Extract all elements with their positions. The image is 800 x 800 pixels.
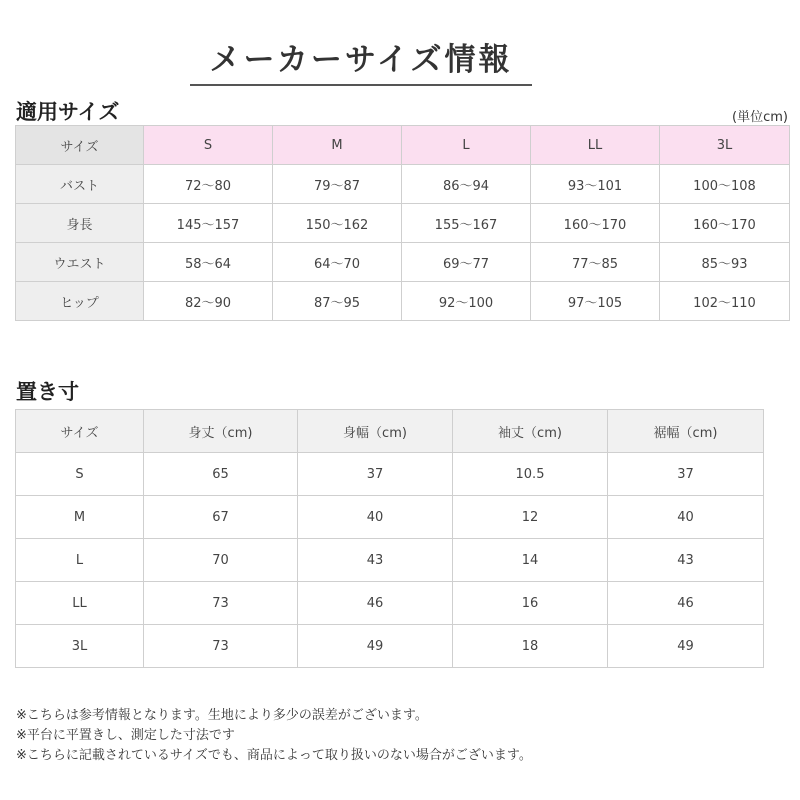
header-cell: 身丈（cm): [144, 410, 298, 453]
table-row: [16, 282, 790, 321]
table-header-row: [16, 410, 764, 453]
row-label: LL: [16, 582, 144, 625]
table-cell: 69〜77: [402, 243, 531, 282]
table-cell: 40: [608, 496, 764, 539]
table-cell: 10.5: [453, 453, 608, 496]
table-cell: 86〜94: [402, 165, 531, 204]
table-cell: 46: [608, 582, 764, 625]
table-cell: 12: [453, 496, 608, 539]
table-cell: 77〜85: [531, 243, 660, 282]
row-label: ウエスト: [16, 243, 144, 282]
table-cell: 16: [453, 582, 608, 625]
table-cell: 40: [298, 496, 453, 539]
table-cell: 160〜170: [660, 204, 790, 243]
table-row: [16, 496, 764, 539]
table-row: [16, 453, 764, 496]
table-cell: 87〜95: [273, 282, 402, 321]
flat-measure-table: [15, 409, 764, 668]
table-cell: 93〜101: [531, 165, 660, 204]
header-cell: 袖丈（cm): [453, 410, 608, 453]
row-label: L: [16, 539, 144, 582]
table-cell: 85〜93: [660, 243, 790, 282]
table-cell: 18: [453, 625, 608, 668]
size-table: [15, 125, 790, 321]
row-label: S: [16, 453, 144, 496]
table-cell: 37: [608, 453, 764, 496]
table-cell: 43: [608, 539, 764, 582]
table-cell: 14: [453, 539, 608, 582]
table-cell: 43: [298, 539, 453, 582]
table-row: [16, 204, 790, 243]
table-cell: 73: [144, 582, 298, 625]
table-cell: 46: [298, 582, 453, 625]
header-cell: 身幅（cm): [298, 410, 453, 453]
row-label: ヒップ: [16, 282, 144, 321]
flat-section-title: 置き寸: [16, 380, 79, 404]
table-cell: 97〜105: [531, 282, 660, 321]
header-cell: サイズ: [16, 410, 144, 453]
table-cell: 100〜108: [660, 165, 790, 204]
table-cell: 102〜110: [660, 282, 790, 321]
row-label: 3L: [16, 625, 144, 668]
row-label: バスト: [16, 165, 144, 204]
table-cell: 82〜90: [144, 282, 273, 321]
table-row: [16, 582, 764, 625]
table-cell: 155〜167: [402, 204, 531, 243]
table-row: [16, 625, 764, 668]
note-line: ※こちらに記載されているサイズでも、商品によって取り扱いのない場合がございます。: [16, 748, 532, 763]
table-header-row: [16, 126, 790, 165]
table-cell: 92〜100: [402, 282, 531, 321]
table-row: [16, 165, 790, 204]
table-row: [16, 243, 790, 282]
header-cell: L: [402, 126, 531, 165]
row-label: M: [16, 496, 144, 539]
table-cell: 72〜80: [144, 165, 273, 204]
table-cell: 64〜70: [273, 243, 402, 282]
table-cell: 49: [608, 625, 764, 668]
table-row: [16, 539, 764, 582]
table-cell: 58〜64: [144, 243, 273, 282]
note-line: ※平台に平置きし、測定した寸法です: [16, 728, 235, 743]
table-cell: 70: [144, 539, 298, 582]
table-cell: 49: [298, 625, 453, 668]
table-cell: 79〜87: [273, 165, 402, 204]
header-cell: サイズ: [16, 126, 144, 165]
row-label: 身長: [16, 204, 144, 243]
table-cell: 67: [144, 496, 298, 539]
page-title: メーカーサイズ情報: [190, 40, 532, 86]
table-cell: 37: [298, 453, 453, 496]
unit-label: (単位cm): [732, 110, 788, 125]
table-cell: 65: [144, 453, 298, 496]
header-cell: S: [144, 126, 273, 165]
table-cell: 160〜170: [531, 204, 660, 243]
notes: [16, 706, 532, 766]
table-cell: 145〜157: [144, 204, 273, 243]
header-cell: 裾幅（cm): [608, 410, 764, 453]
header-cell: M: [273, 126, 402, 165]
size-section-title: 適用サイズ: [16, 100, 120, 124]
table-cell: 73: [144, 625, 298, 668]
table-cell: 150〜162: [273, 204, 402, 243]
header-cell: LL: [531, 126, 660, 165]
note-line: ※こちらは参考情報となります。生地により多少の誤差がございます。: [16, 708, 428, 723]
header-cell: 3L: [660, 126, 790, 165]
